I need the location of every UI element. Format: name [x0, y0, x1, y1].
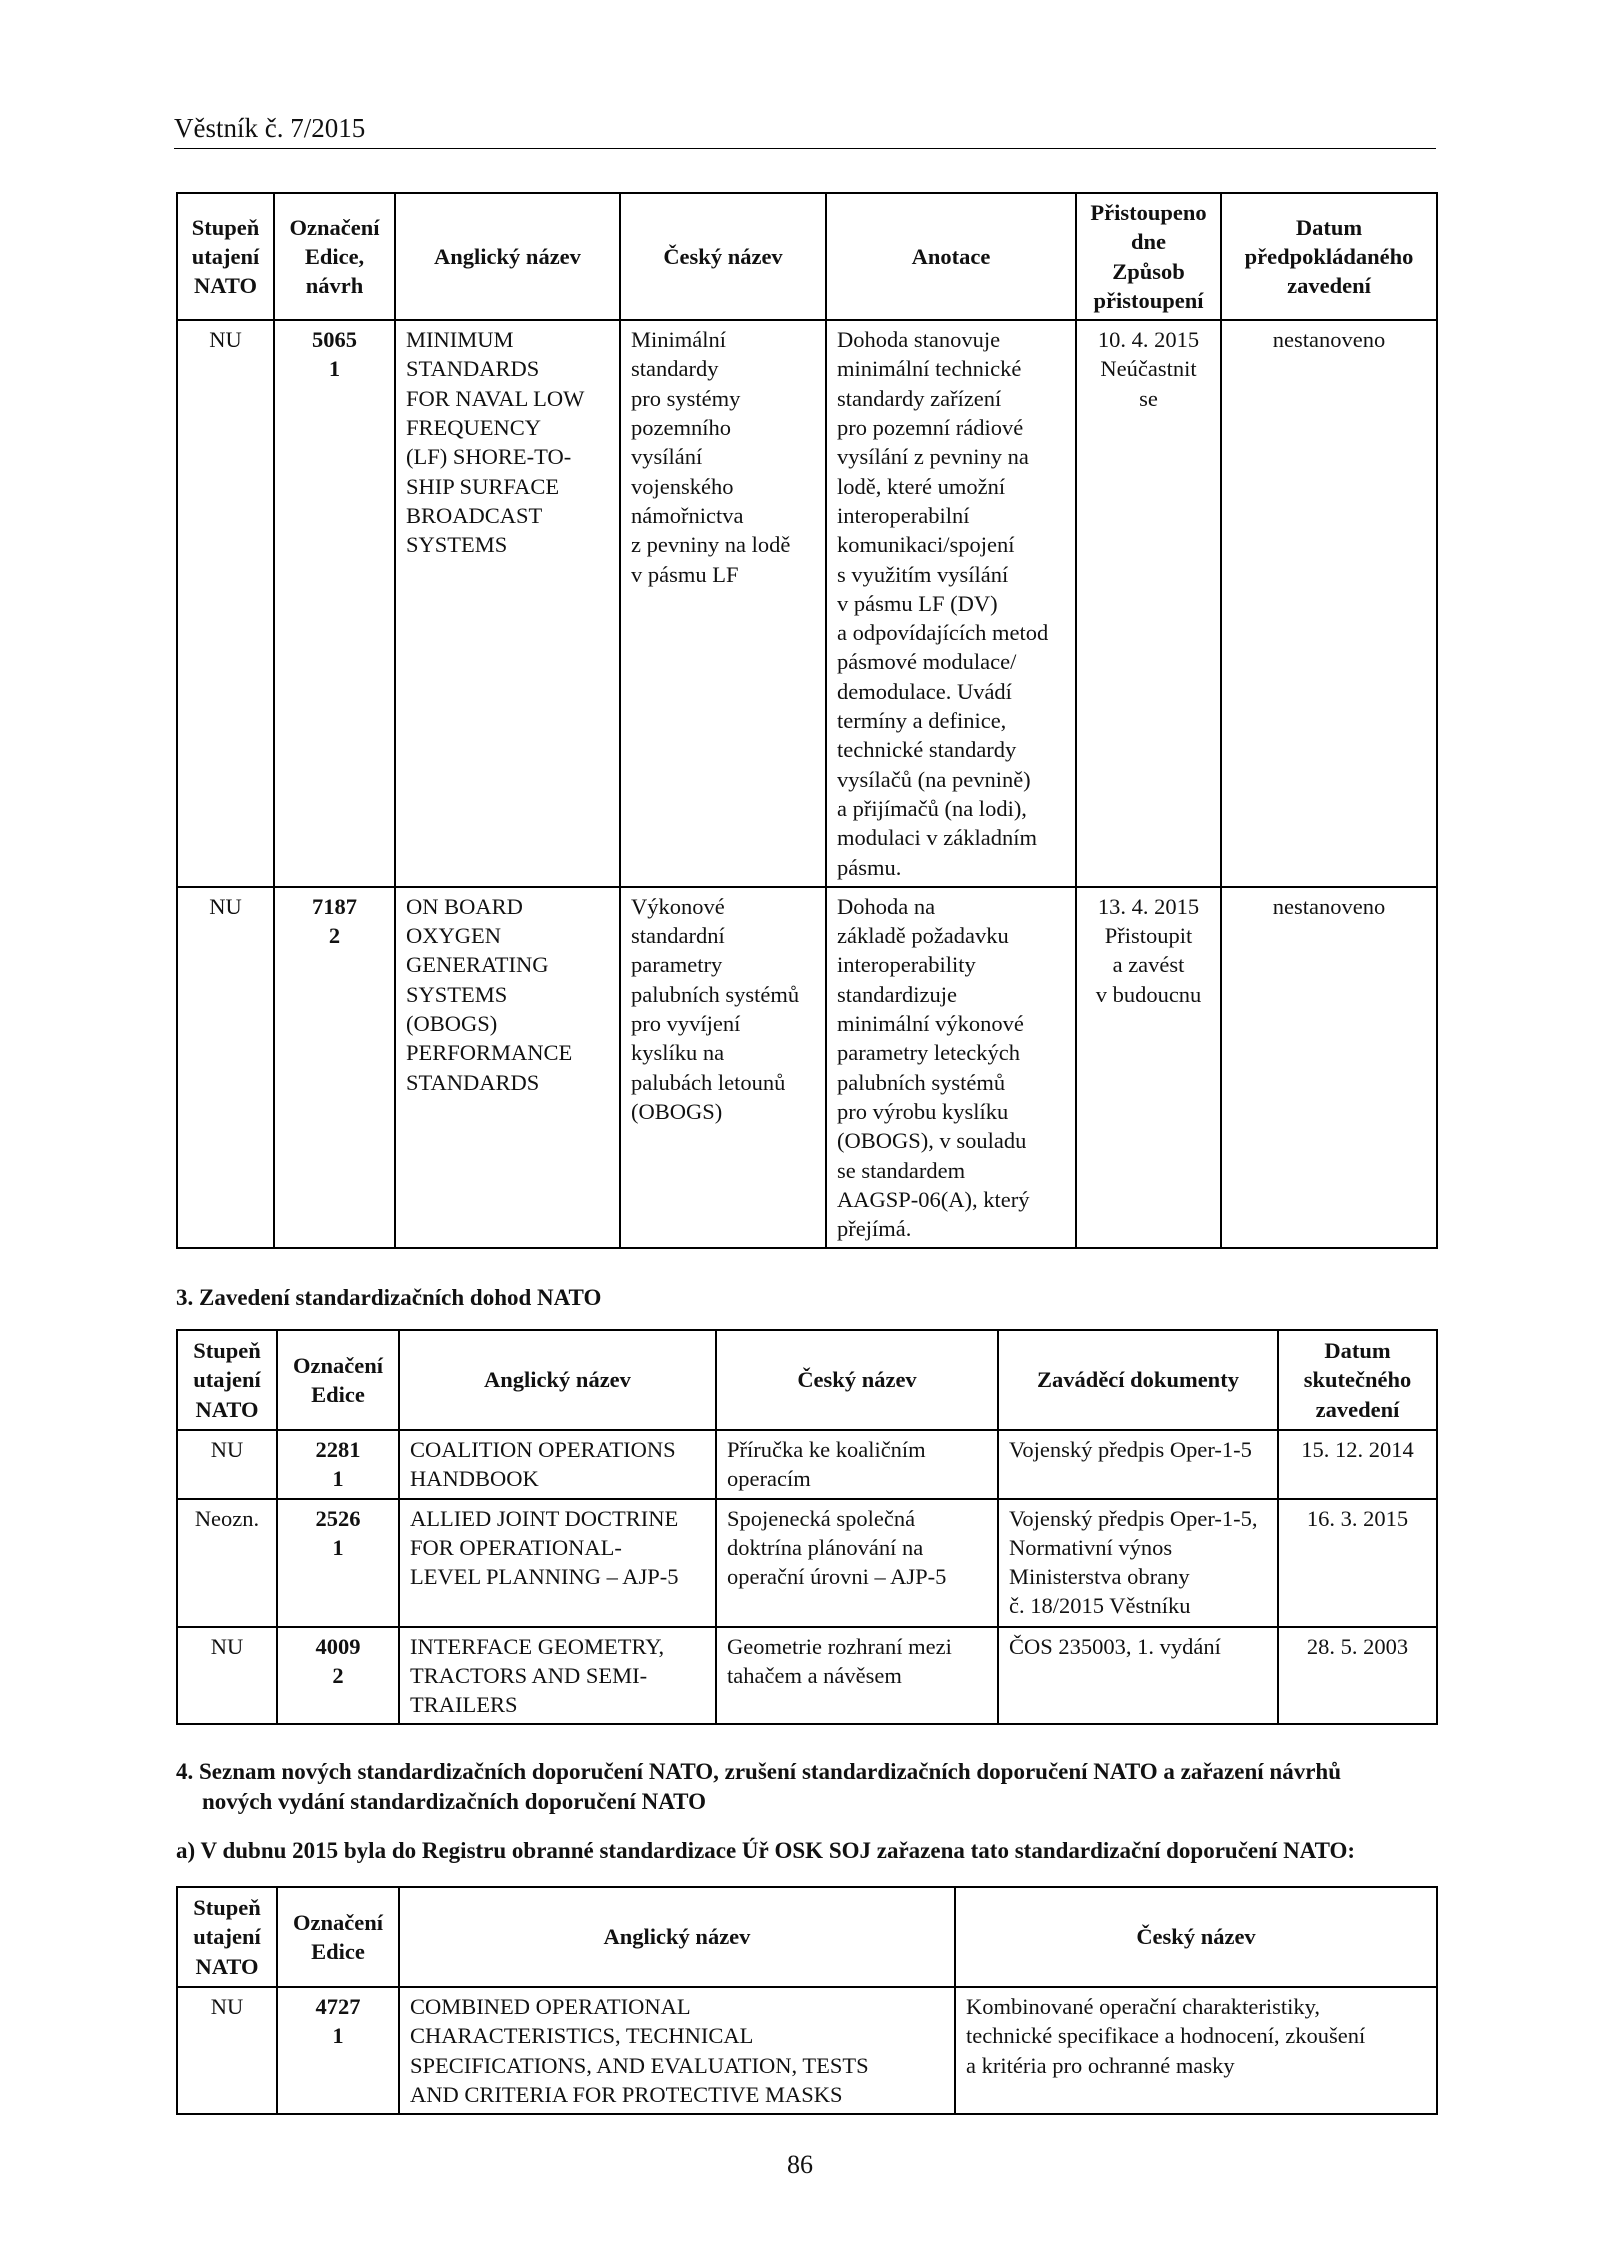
col-header-designation: Označení Edice	[277, 1887, 399, 1987]
classification-cell: NU	[177, 887, 274, 1249]
section4a-subheading: a) V dubnu 2015 byla do Registru obranné standardizace Úř OSK SOJ zařazena tato standardizační doporučení NATO:	[176, 1838, 1356, 1863]
czech-title-cell: Spojenecká společná doktrína plánování na operační úrovni – AJP-5	[716, 1499, 998, 1627]
col-header-designation: Označení Edice	[277, 1330, 399, 1430]
english-title-cell: INTERFACE GEOMETRY, TRACTORS AND SEMI- TRAILERS	[399, 1627, 716, 1725]
actual-date-cell: 15. 12. 2014	[1278, 1430, 1437, 1499]
col-header-english-title: Anglický název	[399, 1887, 955, 1987]
table-row	[177, 1987, 1437, 2114]
expected-date-cell: nestanoveno	[1221, 320, 1437, 887]
section3-heading: 3. Zavedení standardizačních dohod NATO	[176, 1285, 602, 1310]
designation-cell: 4009 2	[277, 1627, 399, 1725]
col-header-classification: Stupeň utajení NATO	[177, 193, 274, 320]
col-header-actual-date: Datum skutečného zavedení	[1278, 1330, 1437, 1430]
col-header-classification: Stupeň utajení NATO	[177, 1887, 277, 1987]
designation-cell: 5065 1	[274, 320, 395, 887]
classification-cell: NU	[177, 1430, 277, 1499]
section4-heading-line2: nových vydání standardizačních doporučení NATO	[202, 1789, 706, 1814]
col-header-designation: Označení Edice, návrh	[274, 193, 395, 320]
english-title-cell: COALITION OPERATIONS HANDBOOK	[399, 1430, 716, 1499]
table-header-row	[177, 1330, 1437, 1430]
czech-title-cell: Kombinované operační charakteristiky, technické specifikace a hodnocení, zkoušení a kritéria pro ochranné masky	[955, 1987, 1437, 2114]
col-header-czech-title: Český název	[955, 1887, 1437, 1987]
designation-cell: 7187 2	[274, 887, 395, 1249]
col-header-classification: Stupeň utajení NATO	[177, 1330, 277, 1430]
standardization-agreements-table	[176, 192, 1438, 1249]
classification-cell: NU	[177, 1627, 277, 1725]
annotation-cell: Dohoda na základě požadavku interoperability standardizuje minimální výkonové parametry leteckých palubních systémů pro výrobu kyslíku (OBOGS), v souladu se standardem AAGSP-06(A), který přejímá.	[826, 887, 1076, 1249]
expected-date-cell: nestanoveno	[1221, 887, 1437, 1249]
table-header-row	[177, 1887, 1437, 1987]
col-header-expected-date: Datum předpokládaného zavedení	[1221, 193, 1437, 320]
designation-cell: 4727 1	[277, 1987, 399, 2114]
col-header-english-title: Anglický název	[399, 1330, 716, 1430]
classification-cell: Neozn.	[177, 1499, 277, 1627]
table-row	[177, 1627, 1437, 1725]
czech-title-cell: Geometrie rozhraní mezi tahačem a návěsem	[716, 1627, 998, 1725]
czech-title-cell: Příručka ke koaličním operacím	[716, 1430, 998, 1499]
classification-cell: NU	[177, 320, 274, 887]
journal-title: Věstník č. 7/2015	[174, 113, 366, 143]
col-header-annotation: Anotace	[826, 193, 1076, 320]
implementing-docs-cell: ČOS 235003, 1. vydání	[998, 1627, 1278, 1725]
table-header-row	[177, 193, 1437, 320]
english-title-cell: MINIMUM STANDARDS FOR NAVAL LOW FREQUENCY (LF) SHORE-TO- SHIP SURFACE BROADCAST SYSTEMS	[395, 320, 620, 887]
col-header-czech-title: Český název	[620, 193, 826, 320]
czech-title-cell: Minimální standardy pro systémy pozemního vysílání vojenského námořnictva z pevniny na lodě v pásmu LF	[620, 320, 826, 887]
table-row	[177, 1499, 1437, 1627]
annotation-cell: Dohoda stanovuje minimální technické standardy zařízení pro pozemní rádiové vysílání z pevniny na lodě, které umožní interoperabilní komunikaci/spojení s využitím vysílání v pásmu LF (DV) a odpovídajících metod pásmové modulace/ demodulace. Uvádí termíny a definice, technické standardy vysílačů (na pevnině) a přijímačů (na lodi), modulaci v základním pásmu.	[826, 320, 1076, 887]
section4-heading-line1: 4. Seznam nových standardizačních doporučení NATO, zrušení standardizačních doporučení NATO a zařazení návrhů	[176, 1759, 1341, 1784]
section4-heading	[176, 1757, 1438, 1817]
page-number: 86	[787, 2150, 813, 2179]
implementing-docs-cell: Vojenský předpis Oper-1-5, Normativní výnos Ministerstva obrany č. 18/2015 Věstníku	[998, 1499, 1278, 1627]
col-header-czech-title: Český název	[716, 1330, 998, 1430]
actual-date-cell: 16. 3. 2015	[1278, 1499, 1437, 1627]
czech-title-cell: Výkonové standardní parametry palubních systémů pro vyvíjení kyslíku na palubách letounů (OBOGS)	[620, 887, 826, 1249]
classification-cell: NU	[177, 1987, 277, 2114]
page-header	[174, 112, 1436, 149]
designation-cell: 2281 1	[277, 1430, 399, 1499]
table-row	[177, 887, 1437, 1249]
english-title-cell: COMBINED OPERATIONAL CHARACTERISTICS, TECHNICAL SPECIFICATIONS, AND EVALUATION, TESTS AND CRITERIA FOR PROTECTIVE MASKS	[399, 1987, 955, 2114]
new-recommendations-table	[176, 1886, 1438, 2115]
table-row	[177, 320, 1437, 887]
col-header-english-title: Anglický název	[395, 193, 620, 320]
implementing-docs-cell: Vojenský předpis Oper-1-5	[998, 1430, 1278, 1499]
actual-date-cell: 28. 5. 2003	[1278, 1627, 1437, 1725]
accession-cell: 13. 4. 2015 Přistoupit a zavést v budoucnu	[1076, 887, 1221, 1249]
designation-cell: 2526 1	[277, 1499, 399, 1627]
implemented-agreements-table	[176, 1329, 1438, 1725]
col-header-accession: Přistoupeno dne Způsob přistoupení	[1076, 193, 1221, 320]
col-header-implementing-docs: Zaváděcí dokumenty	[998, 1330, 1278, 1430]
english-title-cell: ON BOARD OXYGEN GENERATING SYSTEMS (OBOGS) PERFORMANCE STANDARDS	[395, 887, 620, 1249]
table-row	[177, 1430, 1437, 1499]
english-title-cell: ALLIED JOINT DOCTRINE FOR OPERATIONAL- LEVEL PLANNING – AJP-5	[399, 1499, 716, 1627]
accession-cell: 10. 4. 2015 Neúčastnit se	[1076, 320, 1221, 887]
